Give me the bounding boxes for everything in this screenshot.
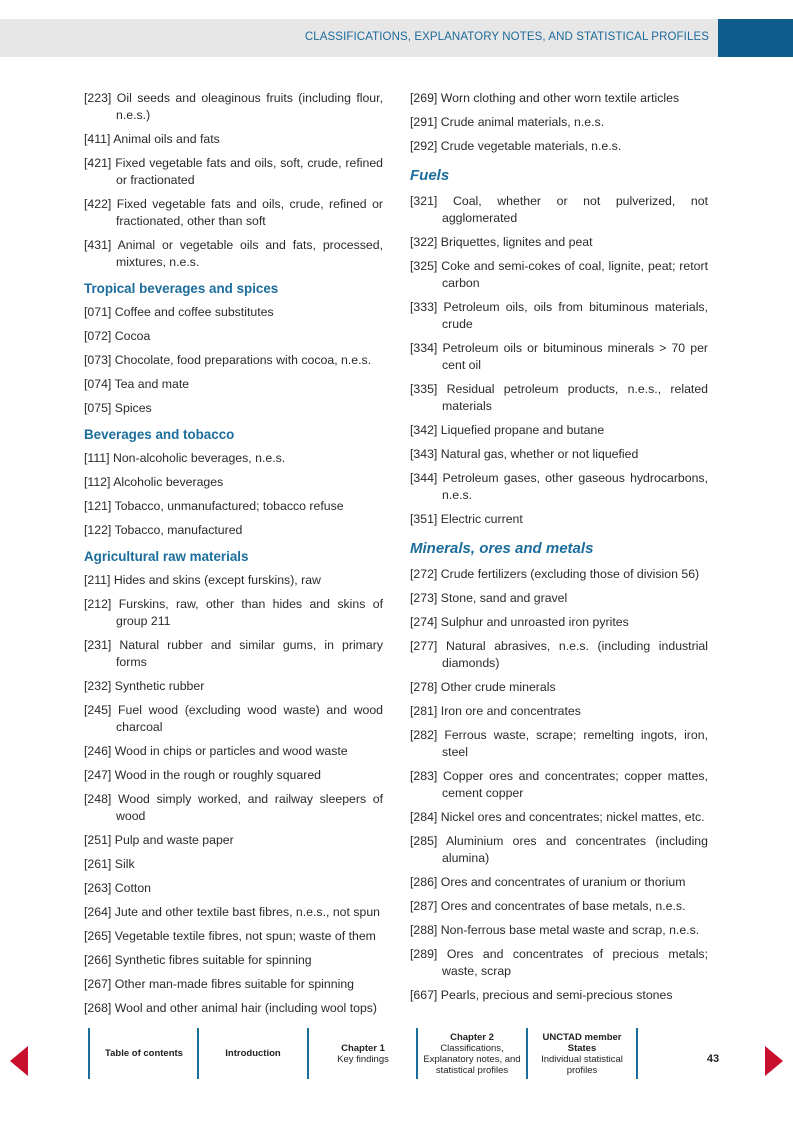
footer-nav-title: Introduction <box>225 1048 281 1059</box>
sitc-description: Petroleum oils or bituminous minerals > 70 per cent oil <box>442 341 708 372</box>
sitc-description: Ores and concentrates of uranium or thorium <box>440 875 686 889</box>
sitc-description: Spices <box>114 401 152 415</box>
list-item <box>410 299 708 333</box>
header-accent-block <box>718 19 793 57</box>
list-item <box>84 376 383 393</box>
sitc-code: [285] <box>410 834 438 848</box>
list-item <box>84 155 383 189</box>
list-item <box>84 767 383 784</box>
list-item <box>410 679 708 696</box>
footer-nav-introduction[interactable] <box>199 1028 307 1079</box>
sitc-description: Electric current <box>440 512 523 526</box>
sitc-description: Other crude minerals <box>440 680 556 694</box>
section-heading: Minerals, ores and metals <box>410 540 594 557</box>
sitc-code: [263] <box>84 881 112 895</box>
list-item <box>410 946 708 980</box>
sitc-description: Tea and mate <box>114 377 190 391</box>
footer-nav-chapter-2[interactable] <box>418 1028 526 1079</box>
sitc-description: Silk <box>114 857 135 871</box>
list-item <box>84 596 383 630</box>
sitc-code: [212] <box>84 597 112 611</box>
list-item <box>84 237 383 271</box>
sitc-code: [284] <box>410 810 438 824</box>
sitc-code: [289] <box>410 947 438 961</box>
sitc-description: Worn clothing and other worn textile articles <box>440 91 680 105</box>
footer-nav-title: UNCTAD member States <box>542 1031 622 1054</box>
list-item <box>410 638 708 672</box>
list-item <box>410 590 708 607</box>
footer-divider <box>636 1028 638 1079</box>
list-item <box>84 976 383 993</box>
list-item <box>84 522 383 539</box>
next-page-arrow-icon[interactable] <box>765 1046 783 1076</box>
sitc-description: Aluminium ores and concentrates (including alumina) <box>442 834 708 865</box>
sitc-description: Coal, whether or not pulverized, not agglomerated <box>442 194 708 225</box>
footer-nav-table-of-contents[interactable] <box>90 1028 198 1079</box>
list-item <box>84 196 383 230</box>
sitc-code: [287] <box>410 899 438 913</box>
list-item <box>84 328 383 345</box>
sitc-description: Pulp and waste paper <box>114 833 234 847</box>
sitc-description: Copper ores and concentrates; copper mattes, cement copper <box>442 769 708 800</box>
list-item <box>410 727 708 761</box>
sitc-code: [431] <box>84 238 112 252</box>
sitc-description: Cotton <box>114 881 152 895</box>
list-item <box>84 952 383 969</box>
list-item <box>84 743 383 760</box>
list-item <box>410 138 708 155</box>
list-item <box>84 450 383 467</box>
sitc-description: Tobacco, manufactured <box>114 523 243 537</box>
sitc-code: [286] <box>410 875 438 889</box>
list-item <box>410 874 708 891</box>
sitc-code: [211] <box>84 573 111 587</box>
sitc-code: [321] <box>410 194 438 208</box>
list-item <box>84 928 383 945</box>
sitc-description: Non-alcoholic beverages, n.e.s. <box>112 451 286 465</box>
sitc-description: Wood simply worked, and railway sleepers of wood <box>116 792 383 823</box>
sitc-description: Other man-made fibres suitable for spinning <box>114 977 355 991</box>
sitc-description: Wool and other animal hair (including wool tops) <box>114 1001 378 1015</box>
sitc-code: [268] <box>84 1001 112 1015</box>
sitc-code: [343] <box>410 447 438 461</box>
sitc-description: Tobacco, unmanufactured; tobacco refuse <box>114 499 344 513</box>
page-number: 43 <box>706 1053 720 1065</box>
sitc-code: [333] <box>410 300 438 314</box>
list-item <box>84 791 383 825</box>
right-column <box>410 90 708 1011</box>
sitc-code: [273] <box>410 591 438 605</box>
sitc-code: [322] <box>410 235 438 249</box>
sitc-code: [325] <box>410 259 438 273</box>
sitc-description: Fixed vegetable fats and oils, crude, refined or fractionated, other than soft <box>116 197 383 228</box>
list-item <box>84 904 383 921</box>
sitc-description: Chocolate, food preparations with cocoa, n.e.s. <box>114 353 372 367</box>
sitc-description: Animal oils and fats <box>113 132 220 146</box>
sitc-code: [344] <box>410 471 438 485</box>
sitc-description: Wood in chips or particles and wood waste <box>114 744 348 758</box>
list-item <box>84 678 383 695</box>
list-item <box>84 832 383 849</box>
sitc-code: [111] <box>84 451 110 465</box>
sitc-description: Stone, sand and gravel <box>440 591 568 605</box>
footer-nav-subtitle: Classifications, Explanatory notes, and statistical profiles <box>423 1042 521 1076</box>
subsection-heading: Agricultural raw materials <box>84 549 249 564</box>
list-item <box>410 340 708 374</box>
list-item <box>410 446 708 463</box>
list-item <box>410 987 708 1004</box>
sitc-code: [335] <box>410 382 438 396</box>
sitc-description: Petroleum oils, oils from bituminous materials, crude <box>442 300 708 331</box>
footer-nav-title: Table of contents <box>105 1048 183 1059</box>
sitc-code: [281] <box>410 704 438 718</box>
sitc-description: Animal or vegetable oils and fats, processed, mixtures, n.e.s. <box>116 238 383 269</box>
sitc-code: [247] <box>84 768 112 782</box>
list-item <box>84 702 383 736</box>
sitc-code: [667] <box>410 988 438 1002</box>
sitc-code: [278] <box>410 680 438 694</box>
sitc-code: [288] <box>410 923 438 937</box>
list-item <box>84 572 383 589</box>
list-item <box>410 703 708 720</box>
sitc-code: [267] <box>84 977 112 991</box>
sitc-code: [292] <box>410 139 438 153</box>
sitc-description: Briquettes, lignites and peat <box>440 235 593 249</box>
sitc-code: [261] <box>84 857 112 871</box>
previous-page-arrow-icon[interactable] <box>10 1046 28 1076</box>
sitc-code: [231] <box>84 638 112 652</box>
sitc-description: Vegetable textile fibres, not spun; waste of them <box>114 929 376 943</box>
list-item <box>84 474 383 491</box>
sitc-code: [073] <box>84 353 112 367</box>
list-item <box>410 898 708 915</box>
sitc-description: Jute and other textile bast fibres, n.e.s., not spun <box>114 905 381 919</box>
sitc-description: Pearls, precious and semi-precious stones <box>440 988 673 1002</box>
list-item <box>84 304 383 321</box>
footer-nav-title: Chapter 1 <box>341 1042 385 1054</box>
sitc-description: Natural abrasives, n.e.s. (including industrial diamonds) <box>442 639 708 670</box>
list-item <box>410 511 708 528</box>
list-item <box>84 352 383 369</box>
sitc-description: Crude animal materials, n.e.s. <box>440 115 605 129</box>
sitc-description: Iron ore and concentrates <box>440 704 581 718</box>
list-item <box>410 193 708 227</box>
sitc-description: Synthetic rubber <box>114 679 205 693</box>
list-item <box>410 833 708 867</box>
list-item <box>410 381 708 415</box>
sitc-code: [074] <box>84 377 112 391</box>
left-column <box>84 90 383 1024</box>
sitc-code: [071] <box>84 305 112 319</box>
list-item <box>84 498 383 515</box>
sitc-description: Liquefied propane and butane <box>440 423 605 437</box>
sitc-description: Nickel ores and concentrates; nickel mattes, etc. <box>440 810 705 824</box>
list-item <box>410 90 708 107</box>
sitc-description: Non-ferrous base metal waste and scrap, n.e.s. <box>440 923 700 937</box>
sitc-code: [283] <box>410 769 438 783</box>
section-heading: Fuels <box>410 167 450 184</box>
list-item <box>84 880 383 897</box>
sitc-code: [112] <box>84 475 111 489</box>
sitc-description: Fuel wood (excluding wood waste) and wood charcoal <box>116 703 383 734</box>
sitc-code: [421] <box>84 156 112 170</box>
sitc-description: Natural gas, whether or not liquefied <box>440 447 639 461</box>
sitc-description: Hides and skins (except furskins), raw <box>113 573 321 587</box>
sitc-description: Crude vegetable materials, n.e.s. <box>440 139 622 153</box>
list-item <box>410 922 708 939</box>
list-item <box>84 637 383 671</box>
sitc-code: [072] <box>84 329 112 343</box>
sitc-code: [277] <box>410 639 438 653</box>
page-header-title: CLASSIFICATIONS, EXPLANATORY NOTES, AND STATISTICAL PROFILES <box>304 31 709 43</box>
sitc-description: Sulphur and unroasted iron pyrites <box>440 615 629 629</box>
sitc-code: [272] <box>410 567 438 581</box>
list-item <box>84 400 383 417</box>
sitc-description: Ferrous waste, scrape; remelting ingots, iron, steel <box>442 728 708 759</box>
sitc-code: [251] <box>84 833 112 847</box>
sitc-code: [351] <box>410 512 438 526</box>
list-item <box>410 422 708 439</box>
footer-nav-member-states[interactable] <box>528 1028 636 1079</box>
sitc-code: [246] <box>84 744 112 758</box>
sitc-description: Synthetic fibres suitable for spinning <box>114 953 312 967</box>
sitc-code: [266] <box>84 953 112 967</box>
sitc-description: Ores and concentrates of base metals, n.e.s. <box>440 899 686 913</box>
sitc-code: [265] <box>84 929 112 943</box>
sitc-code: [248] <box>84 792 112 806</box>
footer-nav-chapter-1[interactable] <box>309 1028 417 1079</box>
sitc-description: Ores and concentrates of precious metals; waste, scrap <box>442 947 708 978</box>
sitc-code: [121] <box>84 499 112 513</box>
footer-nav-title: Chapter 2 <box>450 1031 494 1043</box>
subsection-heading: Beverages and tobacco <box>84 427 235 442</box>
subsection-heading: Tropical beverages and spices <box>84 281 279 296</box>
list-item <box>84 1000 383 1017</box>
list-item <box>410 809 708 826</box>
sitc-code: [291] <box>410 115 438 129</box>
sitc-code: [411] <box>84 132 111 146</box>
list-item <box>84 131 383 148</box>
footer-nav-subtitle: Key findings <box>337 1053 389 1065</box>
sitc-description: Wood in the rough or roughly squared <box>114 768 322 782</box>
footer-nav-subtitle: Individual statistical profiles <box>541 1053 623 1076</box>
sitc-code: [274] <box>410 615 438 629</box>
list-item <box>84 90 383 124</box>
list-item <box>410 234 708 251</box>
sitc-description: Coffee and coffee substitutes <box>114 305 274 319</box>
sitc-description: Fixed vegetable fats and oils, soft, crude, refined or fractionated <box>115 156 383 187</box>
list-item <box>84 856 383 873</box>
sitc-description: Furskins, raw, other than hides and skins of group 211 <box>116 597 383 628</box>
sitc-code: [122] <box>84 523 112 537</box>
list-item <box>410 614 708 631</box>
sitc-code: [282] <box>410 728 438 742</box>
list-item <box>410 258 708 292</box>
sitc-description: Natural rubber and similar gums, in primary forms <box>116 638 383 669</box>
sitc-description: Coke and semi-cokes of coal, lignite, peat; retort carbon <box>441 259 708 290</box>
list-item <box>410 470 708 504</box>
sitc-code: [422] <box>84 197 112 211</box>
sitc-code: [342] <box>410 423 438 437</box>
list-item <box>410 114 708 131</box>
sitc-description: Oil seeds and oleaginous fruits (including flour, n.e.s.) <box>116 91 383 122</box>
sitc-description: Residual petroleum products, n.e.s., related materials <box>442 382 708 413</box>
sitc-code: [223] <box>84 91 112 105</box>
sitc-code: [075] <box>84 401 112 415</box>
list-item <box>410 768 708 802</box>
sitc-description: Alcoholic beverages <box>113 475 224 489</box>
sitc-description: Crude fertilizers (excluding those of division 56) <box>440 567 700 581</box>
sitc-code: [264] <box>84 905 112 919</box>
sitc-description: Cocoa <box>114 329 151 343</box>
list-item <box>410 566 708 583</box>
sitc-code: [269] <box>410 91 438 105</box>
sitc-code: [334] <box>410 341 438 355</box>
sitc-code: [232] <box>84 679 112 693</box>
sitc-description: Petroleum gases, other gaseous hydrocarbons, n.e.s. <box>442 471 708 502</box>
sitc-code: [245] <box>84 703 112 717</box>
